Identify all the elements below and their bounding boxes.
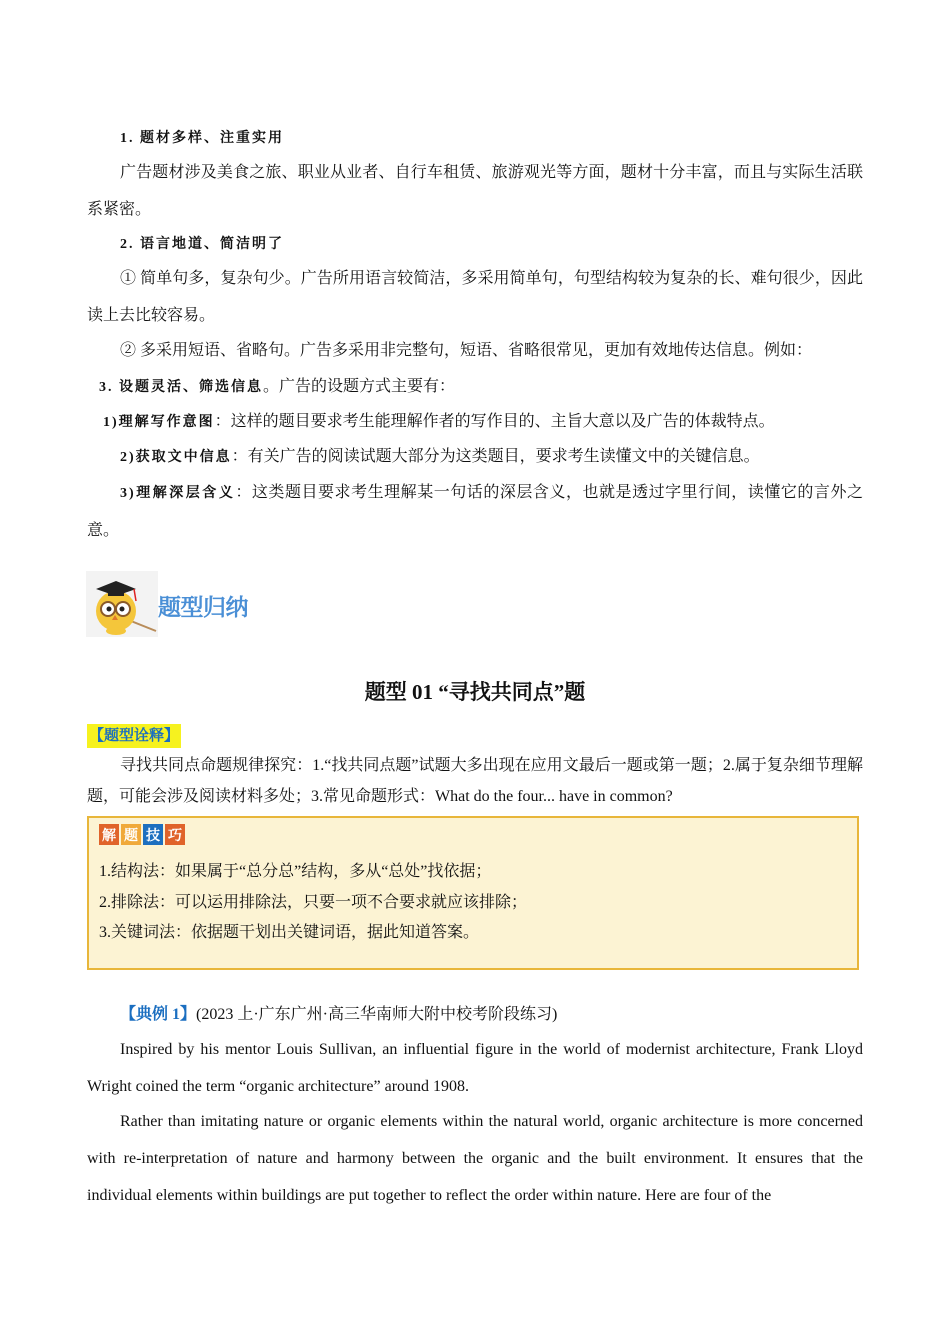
- section-banner: [86, 571, 346, 637]
- item-get-info: [87, 438, 863, 476]
- tip-line-keywords: 3.关键词法：依据题干划出关键词语，据此知道答案。: [99, 924, 480, 941]
- tips-badges: [99, 824, 185, 845]
- item-deep-meaning: [87, 474, 863, 549]
- example-paragraph-1: Inspired by his mentor Louis Sullivan, an influential figure in the world of modernist architecture, Frank Lloyd Wright coined the term “organic architecture” around 1908.: [87, 1041, 863, 1095]
- example-header: [87, 996, 863, 1033]
- paragraph-topic-variety: 广告题材涉及美食之旅、职业从业者、自行车租赁、旅游观光等方面，题材十分丰富，而且与实际生活联系紧密。: [87, 164, 863, 218]
- example-paragraph-2: Rather than imitating nature or organic elements within the natural world, organic architecture is more concerned with re-interpretation of nature and harmony between the organic and the built environment. It ensures that the individual elements within buildings are put together to reflect the order within nature. Here are four of the: [87, 1113, 863, 1204]
- heading-question-design: [87, 368, 863, 406]
- tips-badge-2: 题: [121, 824, 141, 845]
- item-deep-meaning-bold: 3)理解深层含义: [120, 486, 236, 501]
- tip-line-elimination: 2.排除法：可以运用排除法，只要一项不合要求就应该排除；: [99, 894, 528, 911]
- banner-title: 题型归纳: [158, 594, 248, 620]
- item-writing-intent-bold: 1)理解写作意图: [103, 415, 215, 430]
- type-explanation-label: 【题型诠释】: [87, 724, 181, 748]
- item-get-info-bold: 2)获取文中信息: [120, 450, 232, 465]
- type-explanation-paragraph: 寻找共同点命题规律探究：1.“找共同点题”试题大多出现在应用文最后一题或第一题；2.属于复杂细节理解题，可能会涉及阅读材料多处；3.常见命题形式：What do the four... have in common?: [87, 757, 863, 805]
- heading-question-design-bold: 3. 设题灵活、筛选信息: [99, 380, 263, 395]
- example-label: 【典例 1】: [120, 1006, 197, 1023]
- heading-question-design-rest: 。广告的设题方式主要有：: [263, 378, 456, 395]
- tips-box: [87, 816, 859, 970]
- item-get-info-rest: ：有关广告的阅读试题大部分为这类题目，要求考生读懂文中的关键信息。: [231, 448, 760, 465]
- item-writing-intent: [87, 403, 863, 441]
- paragraph-simple-sentences: ① 简单句多，复杂句少。广告所用语言较简洁，多采用简单句，句型结构较为复杂的长、难句很少，因此读上去比较容易。: [87, 270, 863, 324]
- example-source: (2023 上·广东广州·高三华南师大附中校考阶段练习): [196, 1006, 558, 1023]
- question-type-title: 题型 01 “寻找共同点”题: [364, 680, 586, 704]
- tip-line-structure: 1.结构法：如果属于“总分总”结构，多从“总处”找依据；: [99, 863, 492, 880]
- tips-badge-3: 技: [143, 824, 163, 845]
- heading-language: 2. 语言地道、简洁明了: [120, 237, 284, 252]
- item-writing-intent-rest: ：这样的题目要求考生能理解作者的写作目的、主旨大意以及广告的体裁特点。: [214, 413, 775, 430]
- paragraph-phrases: ② 多采用短语、省略句。广告多采用非完整句，短语、省略很常见，更加有效地传达信息。例如：: [120, 342, 813, 359]
- mascot-owl-icon: [86, 571, 158, 637]
- item-deep-meaning-rest: ：这类题目要求考生理解某一句话的深层含义，也就是透过字里行间，读懂它的言外之意。: [87, 484, 863, 539]
- heading-topic-variety: 1. 题材多样、注重实用: [120, 131, 284, 146]
- tips-badge-1: 解: [99, 824, 119, 845]
- tips-badge-4: 巧: [165, 824, 185, 845]
